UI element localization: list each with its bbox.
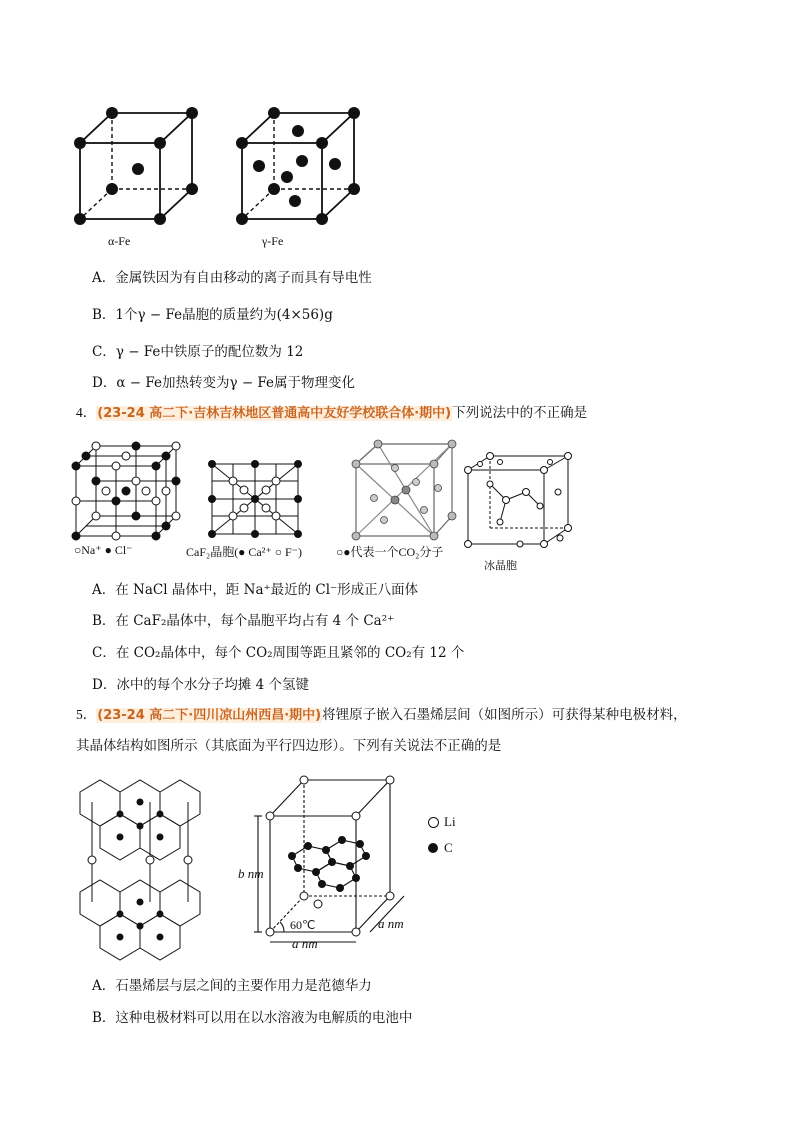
graphene-li-layers-diagram bbox=[70, 772, 210, 962]
nacl-lattice-diagram bbox=[70, 440, 182, 540]
q4-option-b: B．在 CaF₂晶体中，每个晶胞平均占有 4 个 Ca²⁺ bbox=[92, 613, 395, 629]
q5-stem-line1: 5．(23-24 高二下·四川凉山州西昌·期中)将锂原子嵌入石墨烯层间（如图所示）可获得某种电极材料， bbox=[76, 707, 687, 723]
caf2-legend: CaF₂晶胞(● Ca²⁺ ○ F⁻) bbox=[186, 545, 302, 559]
q4-option-d: D．冰中的每个水分子均摊 4 个氢键 bbox=[92, 677, 309, 693]
legend-c-marker bbox=[428, 843, 438, 853]
alpha-fe-caption: α-Fe bbox=[108, 234, 131, 248]
label-a-nm-side: a nm bbox=[378, 916, 404, 931]
caf2-cell-diagram bbox=[206, 458, 304, 540]
nacl-legend: ○Na⁺ ● Cl⁻ bbox=[74, 543, 133, 557]
q3-option-a: A．金属铁因为有自由移动的离子而具有导电性 bbox=[92, 270, 372, 286]
gamma-fe-cell-diagram bbox=[232, 105, 372, 230]
q5-option-b: B．这种电极材料可以用在以水溶液为电解质的电池中 bbox=[92, 1010, 413, 1026]
q4-source: (23-24 高二下·吉林吉林地区普通高中友好学校联合体·期中) bbox=[97, 406, 452, 421]
ice-caption: 冰晶胞 bbox=[484, 559, 517, 572]
q4-option-a: A．在 NaCl 晶体中，距 Na⁺最近的 Cl⁻形成正八面体 bbox=[92, 582, 419, 598]
legend-li-marker bbox=[428, 817, 439, 828]
label-a-nm-bottom: a nm bbox=[292, 936, 318, 951]
q4-stem: 4．(23-24 高二下·吉林吉林地区普通高中友好学校联合体·期中)下列说法中的不正确是 bbox=[76, 405, 588, 421]
label-angle: 60℃ bbox=[290, 918, 316, 932]
legend-c-label: C bbox=[444, 840, 453, 855]
co2-legend: ○●代表一个CO₂分子 bbox=[336, 545, 444, 559]
q3-option-d: D．α − Fe加热转变为γ − Fe属于物理变化 bbox=[92, 375, 356, 391]
q4-option-c: C．在 CO₂晶体中，每个 CO₂周围等距且紧邻的 CO₂有 12 个 bbox=[92, 645, 465, 661]
alpha-fe-cell-diagram bbox=[70, 105, 210, 230]
q5-stem-line2: 其晶体结构如图所示（其底面为平行四边形）。下列有关说法不正确的是 bbox=[76, 738, 502, 754]
q5-source: (23-24 高二下·四川凉山州西昌·期中) bbox=[97, 708, 322, 723]
co2-cell-diagram bbox=[348, 438, 458, 542]
ice-cell-diagram bbox=[460, 452, 580, 554]
q5-option-a: A．石墨烯层与层之间的主要作用力是范德华力 bbox=[92, 978, 372, 994]
gamma-fe-caption: γ-Fe bbox=[262, 234, 284, 248]
legend-li-label: Li bbox=[444, 814, 456, 829]
q3-option-b: B．1个γ − Fe晶胞的质量约为(4×56)g bbox=[92, 307, 333, 323]
q3-option-c: C．γ − Fe中铁原子的配位数为 12 bbox=[92, 344, 304, 360]
label-b-nm: b nm bbox=[238, 866, 264, 881]
